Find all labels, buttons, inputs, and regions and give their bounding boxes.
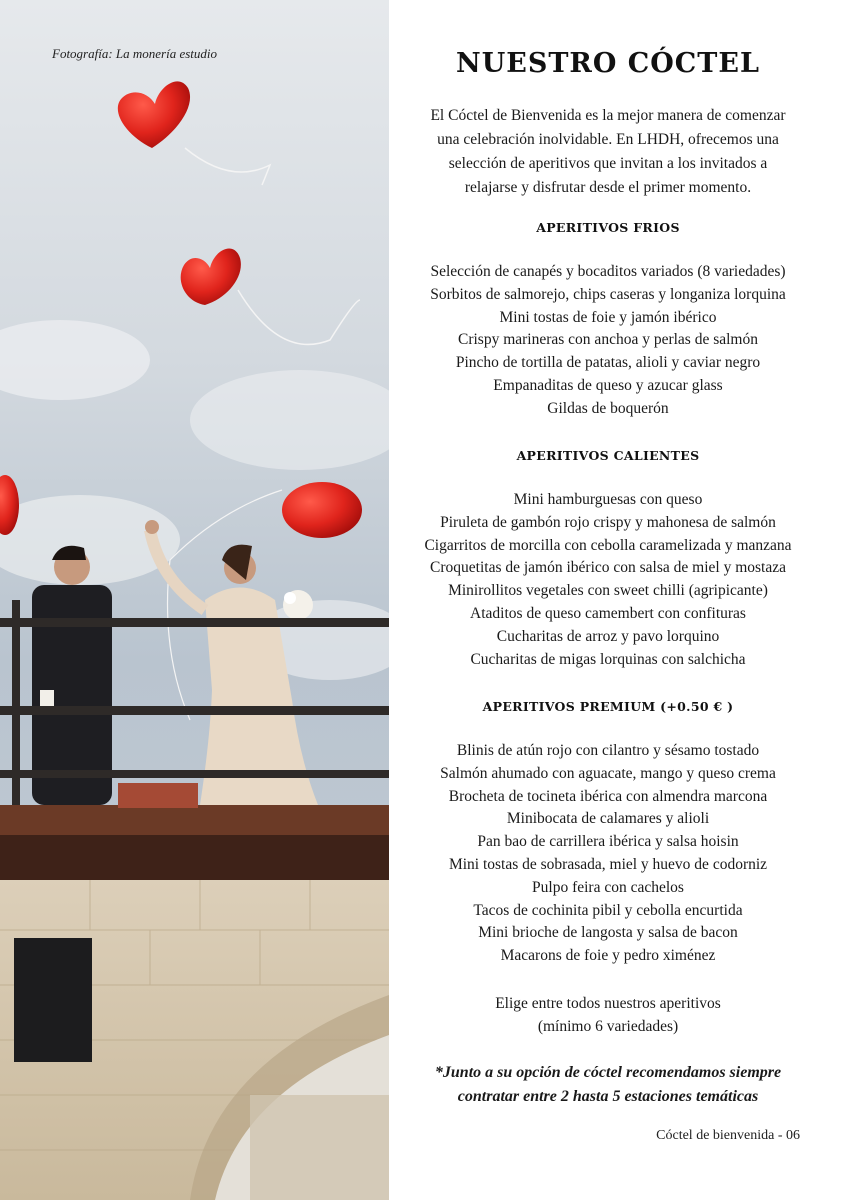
page-footer: Cóctel de bienvenida - 06 (656, 1128, 800, 1143)
menu-item: Sorbitos de salmorejo, chips caseras y longaniza lorquina (430, 285, 786, 303)
menu-item: Mini tostas de foie y jamón ibérico (499, 308, 717, 326)
note-line: *Junto a su opción de cóctel recomendamos siempre (434, 1064, 782, 1081)
section-heading: APERITIVOS FRIOS (536, 220, 680, 235)
menu-item: Cucharitas de migas lorquinas con salchicha (470, 650, 746, 668)
menu-item: Pulpo feira con cachelos (532, 878, 684, 896)
page-title: NUESTRO CÓCTEL (456, 48, 760, 79)
menu-item: Crispy marineras con anchoa y perlas de salmón (457, 331, 758, 349)
menu-item: Croquetitas de jamón ibérico con salsa de miel y mostaza (430, 559, 786, 577)
photo-credit: Fotografía: La monería estudio (52, 46, 218, 61)
menu-item: Minibocata de calamares y alioli (506, 810, 710, 828)
menu-content (396, 0, 820, 1200)
menu-item: Piruleta de gambón rojo crispy y mahonesa de salmón (440, 513, 776, 531)
closing-line: (mínimo 6 variedades) (537, 1017, 679, 1035)
section-aperitivos-premium (396, 696, 820, 968)
menu-item: Pincho de tortilla de patatas, alioli y caviar negro (455, 354, 761, 372)
wedding-balloons-image (0, 0, 389, 1200)
menu-item: Empanaditas de queso y azucar glass (493, 376, 723, 394)
section-heading: APERITIVOS PREMIUM (+0.50 € ) (482, 699, 734, 714)
section-aperitivos-calientes (396, 445, 820, 671)
menu-item: Pan bao de carrillera ibérica y salsa hoisin (477, 833, 739, 851)
menu-item: Mini brioche de langosta y salsa de bacon (478, 924, 738, 942)
menu-list (396, 740, 820, 968)
menu-item: Salmón ahumado con aguacate, mango y queso crema (440, 764, 776, 782)
section-heading: APERITIVOS CALIENTES (516, 448, 700, 463)
menu-item: Ataditos de queso camembert con confituras (470, 604, 746, 622)
selection-note (396, 993, 820, 1039)
menu-item: Mini hamburguesas con queso (513, 491, 703, 508)
menu-item: Cigarritos de morcilla con cebolla caramelizada y manzana (424, 536, 792, 554)
menu-item: Gildas de boquerón (547, 399, 669, 417)
menu-list (396, 489, 820, 671)
menu-item: Macarons de foie y pedro ximénez (500, 947, 716, 965)
menu-item: Mini tostas de sobrasada, miel y huevo de codorniz (448, 855, 768, 873)
menu-item: Selección de canapés y bocaditos variados (8 variedades) (430, 263, 786, 280)
menu-list (396, 261, 820, 421)
intro-paragraph (396, 104, 820, 200)
intro-line: selección de aperitivos que invitan a los invitados a (448, 155, 768, 172)
note-line: contratar entre 2 hasta 5 estaciones temáticas (457, 1088, 759, 1105)
intro-line: relajarse y disfrutar desde el primer momento. (464, 179, 752, 196)
menu-item: Cucharitas de arroz y pavo lorquino (496, 627, 720, 645)
menu-item: Brocheta de tocineta ibérica con almendra marcona (448, 787, 768, 805)
menu-item: Blinis de atún rojo con cilantro y sésamo tostado (456, 742, 760, 759)
intro-line: una celebración inolvidable. En LHDH, ofrecemos una (437, 131, 779, 148)
closing-line: Elige entre todos nuestros aperitivos (495, 995, 721, 1012)
menu-item: Tacos de cochinita pibil y cebolla encurtida (473, 901, 743, 919)
wedding-photo (0, 0, 389, 1200)
section-aperitivos-frios (396, 217, 820, 421)
menu-item: Minirollitos vegetales con sweet chilli (agripicante) (448, 582, 768, 600)
intro-line: El Cóctel de Bienvenida es la mejor manera de comenzar (430, 107, 786, 124)
recommendation-note (396, 1061, 820, 1109)
